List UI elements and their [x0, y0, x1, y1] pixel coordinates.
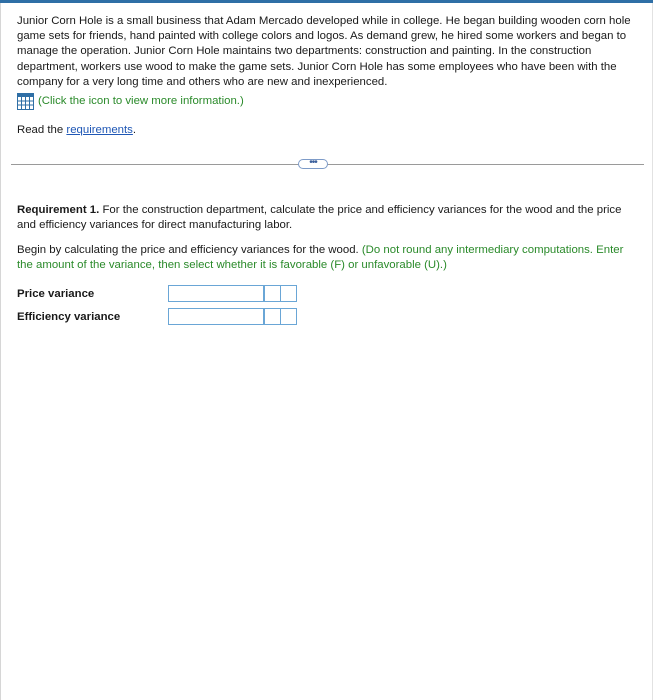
- efficiency-variance-label: Efficiency variance: [17, 311, 121, 323]
- requirement-1-heading: Requirement 1.: [17, 204, 100, 216]
- requirements-link[interactable]: requirements: [66, 124, 133, 136]
- read-requirements-prefix: Read the: [17, 124, 67, 136]
- efficiency-variance-fu-cell-right[interactable]: [280, 309, 296, 324]
- efficiency-variance-fu-cell-left[interactable]: [265, 309, 280, 324]
- more-info-row: [17, 92, 244, 110]
- more-info-link[interactable]: (Click the icon to view more information.): [38, 95, 244, 107]
- instructions-note: (Do not round any intermediary computations. Enter the amount of the variance, then select whether it is favorable (F) or unfavorable (U).): [17, 244, 624, 272]
- instructions-lead: Begin by calculating the price and efficiency variances for the wood.: [17, 244, 362, 256]
- requirement-1-body: For the construction department, calculate the price and efficiency variances for the wood and the price and efficiency variances for direct manufacturing labor.: [17, 204, 622, 232]
- problem-intro-text: Junior Corn Hole is a small business that Adam Mercado developed while in college. He began building wooden corn hole game sets for friends, hand painted with college colors and logos. As demand grew, he hired some workers and began to manage the operation. Junior Corn Hole maintains two departments: construction and painting. In the construction department, workers use wood to make the game sets. Junior Corn Hole has some employees who have been with the company for a very long time and others who are new and inexperienced.: [17, 15, 631, 88]
- read-requirements-line: [17, 124, 136, 136]
- price-variance-label: Price variance: [17, 288, 95, 300]
- price-variance-fu-cell-left[interactable]: [265, 286, 280, 301]
- price-variance-amount-input[interactable]: [168, 285, 264, 302]
- efficiency-variance-amount-input[interactable]: [168, 308, 264, 325]
- left-border: [0, 3, 1, 700]
- instructions-text: [17, 243, 637, 273]
- table-grid-icon[interactable]: [17, 93, 34, 110]
- price-variance-fu-cell-right[interactable]: [280, 286, 296, 301]
- requirement-1-text: [17, 203, 637, 233]
- expand-collapse-button[interactable]: •••: [298, 159, 328, 169]
- price-variance-fu-select[interactable]: [264, 285, 297, 302]
- top-accent-bar: [0, 0, 653, 3]
- efficiency-variance-fu-select[interactable]: [264, 308, 297, 325]
- read-requirements-suffix: .: [132, 124, 137, 136]
